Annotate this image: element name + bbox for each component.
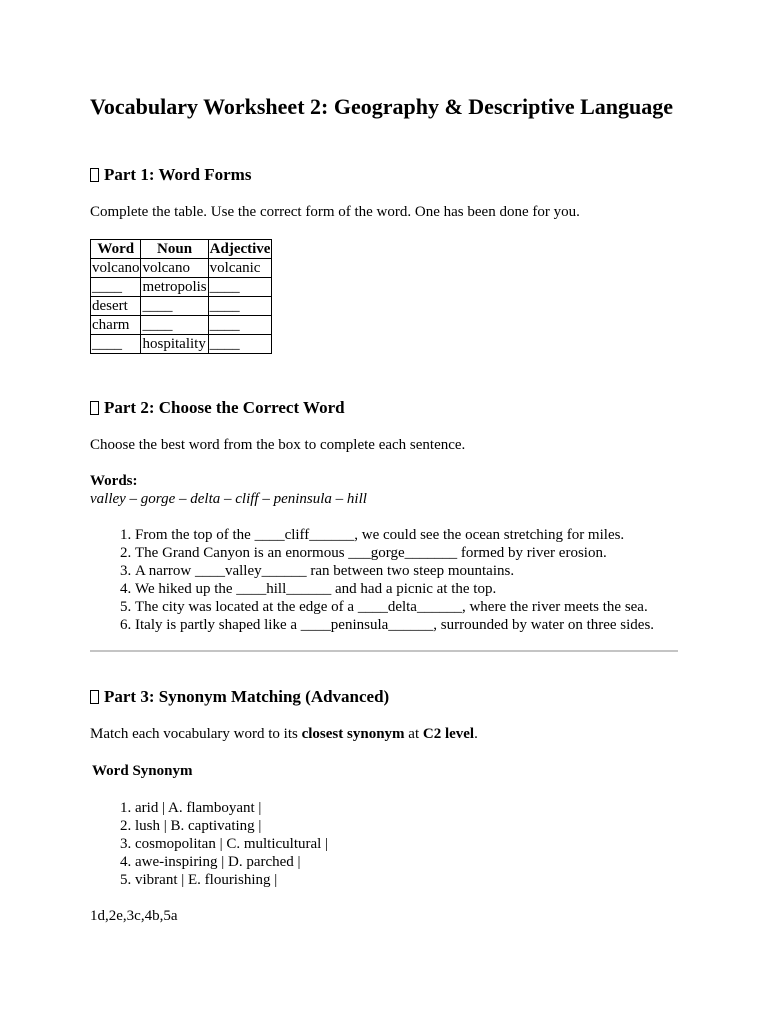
- synonym-item: 1. arid | A. flamboyant |: [135, 799, 328, 817]
- part2-heading: [90, 398, 345, 418]
- sentence-item: 1. From the top of the ____cliff______, we could see the ocean stretching for miles.: [135, 526, 654, 544]
- table-cell: ____: [141, 316, 208, 335]
- table-cell: hospitality: [141, 335, 208, 354]
- table-header-cell: Word: [91, 240, 141, 259]
- instr-bold-synonym: closest synonym: [301, 726, 405, 742]
- table-cell: volcanic: [208, 259, 272, 278]
- table-cell: ____: [91, 335, 141, 354]
- part2-heading-text: Part 2: Choose the Correct Word: [104, 398, 345, 417]
- sentence-list: [90, 526, 654, 634]
- table-cell: ____: [141, 297, 208, 316]
- part3-heading: [90, 687, 389, 707]
- table-cell: metropolis: [142, 279, 207, 295]
- table-cell: ____: [91, 278, 141, 297]
- table-row: [91, 297, 272, 316]
- table-header-cell: Adjective: [209, 241, 271, 257]
- table-cell: ____: [208, 316, 272, 335]
- answer-key: 1d,2e,3c,4b,5a: [90, 908, 178, 924]
- part1-instructions: Complete the table. Use the correct form of the word. One has been done for you.: [90, 204, 580, 220]
- part3-heading-text: Part 3: Synonym Matching (Advanced): [104, 687, 390, 706]
- synonym-item: 2. lush | B. captivating |: [135, 817, 328, 835]
- instr-text: at: [404, 726, 423, 742]
- table-header-row: [91, 240, 272, 259]
- words-label: Words:: [90, 473, 138, 489]
- sentence-item: 5. The city was located at the edge of a ____delta______, where the river meets the sea.: [135, 598, 654, 616]
- table-row: [91, 278, 272, 297]
- table-header-cell: Noun: [141, 240, 208, 259]
- missing-glyph-icon: [90, 690, 99, 704]
- col-synonym-label: Synonym: [132, 763, 193, 779]
- missing-glyph-icon: [90, 401, 99, 415]
- section-divider: [90, 650, 678, 652]
- instr-text: Match each vocabulary word to its: [90, 726, 302, 742]
- col-word-label: Word: [92, 763, 129, 779]
- synonym-list: [90, 799, 328, 889]
- table-cell: ____: [208, 278, 272, 297]
- table-cell: desert: [91, 297, 141, 316]
- instr-text: .: [474, 726, 478, 742]
- table-cell: volcano: [92, 260, 140, 276]
- synonym-item: 5. vibrant | E. flourishing |: [135, 871, 328, 889]
- synonym-item: 3. cosmopolitan | C. multicultural |: [135, 835, 328, 853]
- missing-glyph-icon: [90, 168, 99, 182]
- sentence-item: 2. The Grand Canyon is an enormous ___gorge_______ formed by river erosion.: [135, 544, 654, 562]
- part3-instructions: [90, 725, 478, 743]
- sentence-item: 3. A narrow ____valley______ ran between two steep mountains.: [135, 562, 654, 580]
- table-cell: charm: [91, 316, 141, 335]
- sentence-item: 4. We hiked up the ____hill______ and had a picnic at the top.: [135, 580, 654, 598]
- table-cell: ____: [208, 335, 272, 354]
- sentence-item: 6. Italy is partly shaped like a ____peninsula______, surrounded by water on three sides.: [135, 616, 654, 634]
- table-row: [91, 316, 272, 335]
- word-bank: valley – gorge – delta – cliff – peninsula – hill: [90, 491, 367, 507]
- part1-heading: [90, 165, 251, 185]
- synonym-header: [92, 762, 192, 780]
- word-forms-table: [90, 239, 272, 354]
- table-row: [91, 259, 272, 278]
- page-title: Vocabulary Worksheet 2: Geography & Descriptive Language: [90, 94, 673, 119]
- instr-bold-level: C2 level: [422, 726, 475, 742]
- table-row: [91, 335, 272, 354]
- part1-heading-text: Part 1: Word Forms: [104, 165, 252, 184]
- synonym-item: 4. awe-inspiring | D. parched |: [135, 853, 328, 871]
- table-cell: volcano: [141, 259, 208, 278]
- part2-instructions: Choose the best word from the box to complete each sentence.: [90, 437, 466, 453]
- table-cell: ____: [208, 297, 272, 316]
